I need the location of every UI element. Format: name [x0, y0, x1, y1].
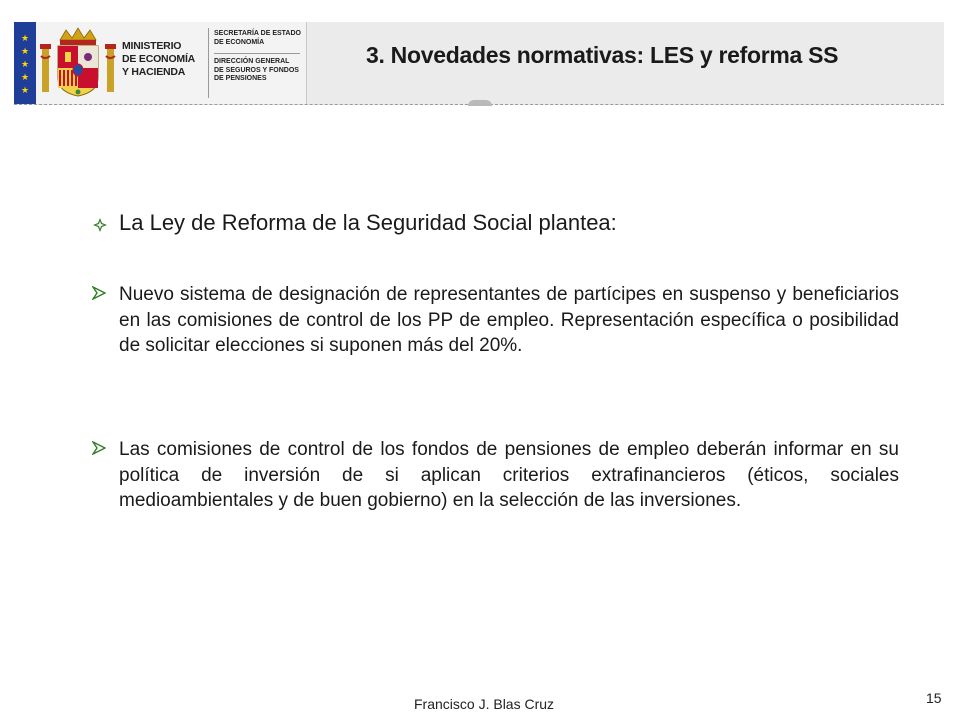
ministry-name: MINISTERIO DE ECONOMÍA Y HACIENDA — [122, 40, 196, 78]
title-accent — [468, 100, 492, 106]
page-number: 15 — [926, 690, 942, 706]
arrow-bullet-icon — [92, 286, 106, 300]
main-bullet-text: La Ley de Reforma de la Seguridad Social plantea: — [119, 210, 617, 235]
main-bullet — [92, 210, 912, 240]
sub-bullet-item — [92, 437, 912, 547]
eu-stars-icon: ★ ★ ★ ★ ★ — [20, 33, 30, 95]
sub-bullet-text: Las comisiones de control de los fondos de pensiones de empleo deberán informar en su política de inversión de si aplican criterios extrafinancieros (éticos, sociales medioambientales y de buen gobierno) en la selección de las inversiones. — [119, 439, 899, 511]
arrow-bullet-icon — [92, 441, 106, 455]
divider — [214, 53, 300, 54]
direccion-label: DIRECCIÓN GENERAL DE SEGUROS Y FONDOS DE PENSIONES — [214, 58, 299, 82]
eu-flag-strip — [14, 22, 36, 104]
footer-author: Francisco J. Blas Cruz — [414, 696, 555, 712]
sub-bullet-item — [92, 282, 912, 392]
ministry-logo — [14, 22, 307, 104]
divider — [208, 28, 209, 98]
coat-of-arms-icon — [38, 26, 118, 100]
slide-title: 3. Novedades normativas: LES y reforma SS — [366, 42, 839, 68]
sub-bullet-text: Nuevo sistema de designación de representantes de partícipes en suspenso y beneficiarios en las comisiones de control de los PP de empleo. Representación específica o posibilidad de solicitar elecciones si suponen más del 20%. — [119, 284, 899, 356]
secretaria-label: SECRETARÍA DE ESTADO DE ECONOMÍA — [214, 30, 301, 46]
diamond-bullet-icon — [92, 217, 108, 233]
